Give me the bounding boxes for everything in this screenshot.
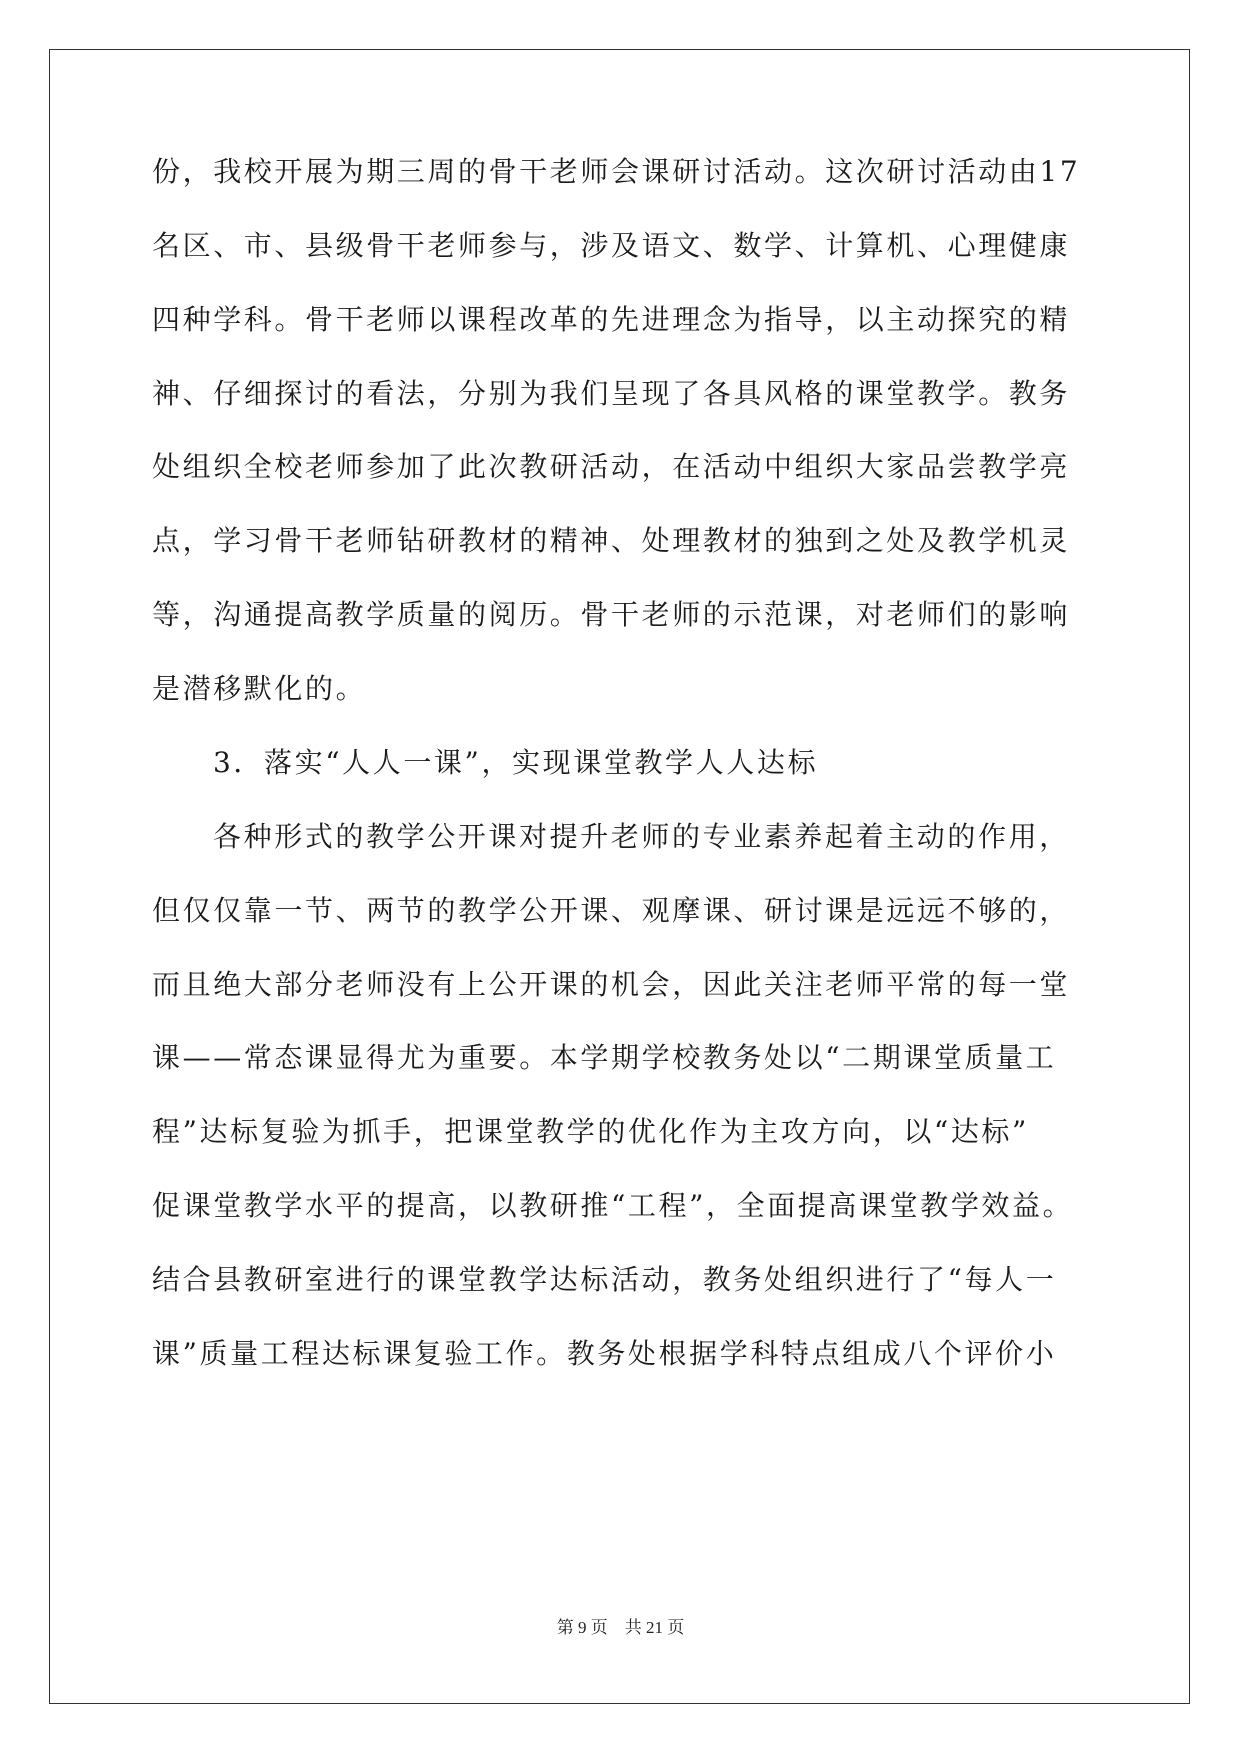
page-border	[49, 49, 1190, 1704]
body-line-6: 点，学习骨干老师钻研教材的精神、处理教材的独到之处及教学机灵	[152, 524, 1071, 557]
body-line-16: 结合县教研室进行的课堂教学达标活动，教务处组织进行了“每人一	[152, 1263, 1057, 1296]
body-line-1: 份，我校开展为期三周的骨干老师会课研讨活动。这次研讨活动由17	[152, 155, 1081, 188]
body-line-15: 促课堂教学水平的提高，以教研推“工程”，全面提高课堂教学效益。	[152, 1189, 1074, 1222]
page-number: 第 9 页 共 21 页	[556, 1618, 685, 1637]
body-line-8: 是潜移默化的。	[152, 672, 367, 705]
body-line-10: 各种形式的教学公开课对提升老师的专业素养起着主动的作用，	[213, 820, 1070, 853]
body-line-13: 课——常态课显得尤为重要。本学期学校教务处以“二期课堂质量工	[152, 1041, 1057, 1074]
body-line-5: 处组织全校老师参加了此次教研活动，在活动中组织大家品尝教学亮	[152, 450, 1071, 483]
body-line-2: 名区、市、县级骨干老师参与，涉及语文、数学、计算机、心理健康	[152, 229, 1071, 262]
body-line-12: 而且绝大部分老师没有上公开课的机会，因此关注老师平常的每一堂	[152, 968, 1071, 1001]
section-heading: 3．落实“人人一课”，实现课堂教学人人达标	[213, 746, 819, 779]
body-line-11: 但仅仅靠一节、两节的教学公开课、观摩课、研讨课是远远不够的，	[152, 894, 1071, 927]
body-line-7: 等，沟通提高教学质量的阅历。骨干老师的示范课，对老师们的影响	[152, 598, 1071, 631]
body-line-14: 程”达标复验为抓手，把课堂教学的优化作为主攻方向，以“达标”	[152, 1115, 1029, 1148]
body-line-17: 课”质量工程达标课复验工作。教务处根据学科特点组成八个评价小	[152, 1337, 1057, 1370]
body-line-3: 四种学科。骨干老师以课程改革的先进理念为指导，以主动探究的精	[152, 303, 1071, 336]
body-line-4: 神、仔细探讨的看法，分别为我们呈现了各具风格的课堂教学。教务	[152, 377, 1071, 410]
